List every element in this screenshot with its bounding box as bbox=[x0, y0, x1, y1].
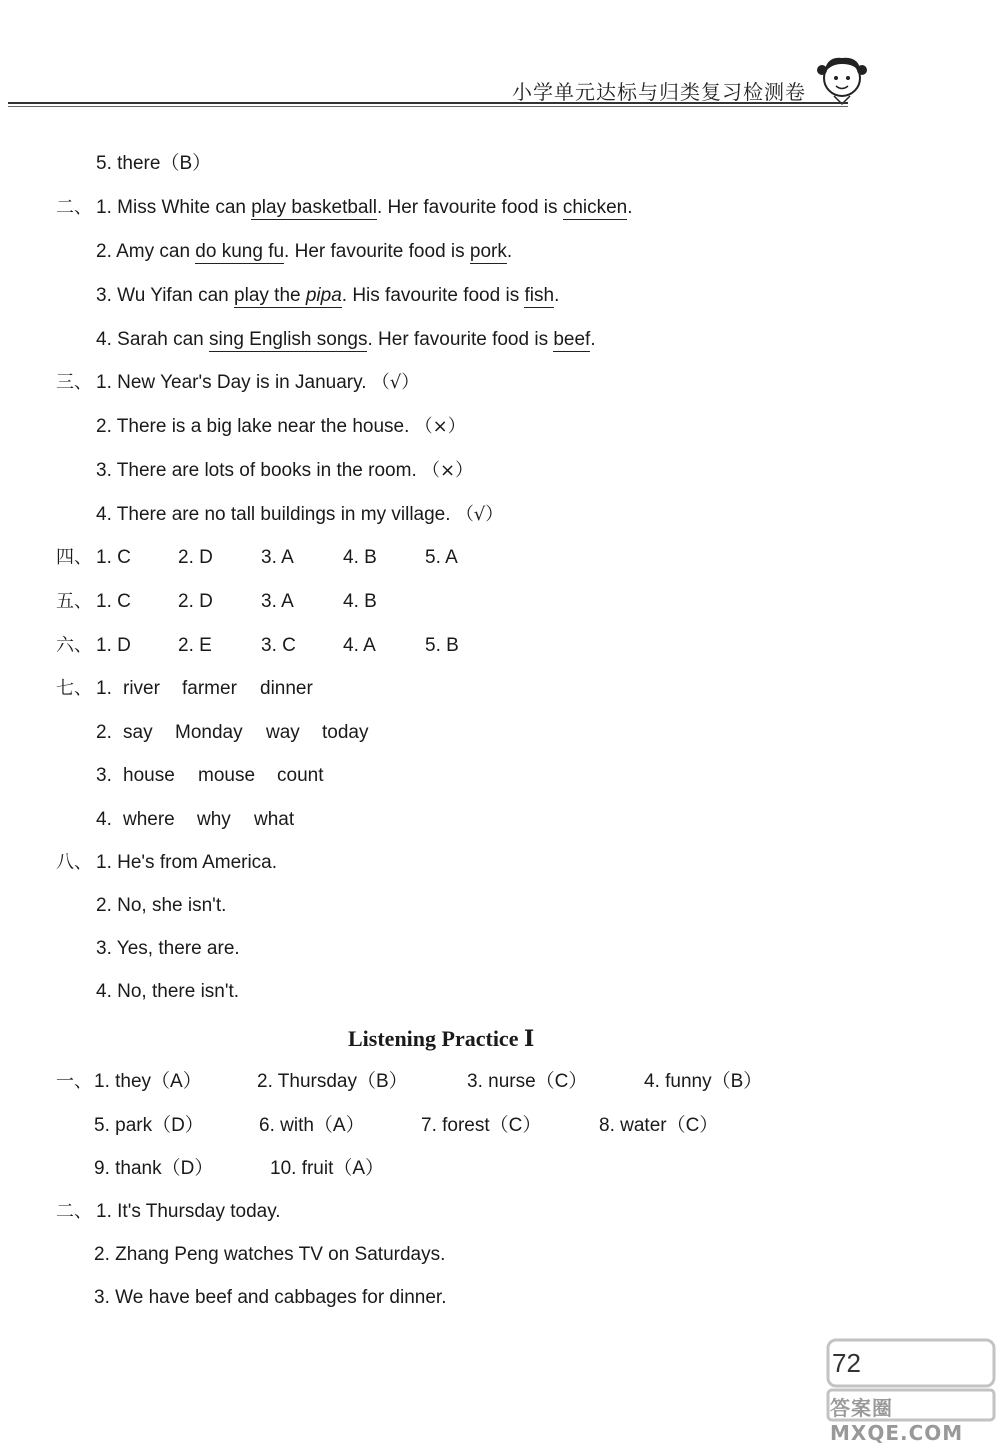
answer-row bbox=[56, 677, 96, 701]
answer-cell: 7. forest（C） bbox=[421, 1115, 542, 1136]
answer-blank: do kung fu bbox=[195, 241, 285, 262]
list-item: 4. Sarah can sing English songs. Her favourite food is beef. bbox=[96, 329, 596, 350]
list-item: 3. There are lots of books in the room. （×） bbox=[96, 460, 474, 481]
list-item: 4. No, there isn't. bbox=[96, 981, 240, 1002]
answer-cell: 9. thank（D） bbox=[94, 1158, 214, 1179]
section-label: 七、 bbox=[56, 678, 92, 699]
header-rule bbox=[8, 102, 848, 104]
answer-cell: 3. A bbox=[261, 547, 294, 568]
section-label: 一、 bbox=[56, 1071, 92, 1092]
answer-cell: 1. C bbox=[96, 547, 131, 568]
answer-cell: 1. D bbox=[96, 635, 131, 656]
section-label: 三、 bbox=[56, 372, 92, 393]
word: river bbox=[123, 678, 160, 699]
answer-cell: 4. A bbox=[343, 635, 376, 656]
answer-row bbox=[56, 634, 96, 658]
answer-cell: 5. B bbox=[425, 635, 459, 656]
answer-cell: 2. D bbox=[178, 547, 213, 568]
answer-blank: play basketball bbox=[251, 197, 377, 218]
section-label: 二、 bbox=[56, 197, 92, 218]
list-item: 2. There is a big lake near the house. （×） bbox=[96, 416, 466, 437]
word: today bbox=[322, 722, 369, 743]
answer-cell: 2. Thursday（B） bbox=[257, 1071, 408, 1092]
list-item: 八、 1. He's from America. bbox=[56, 852, 278, 873]
answer-row bbox=[56, 1070, 96, 1094]
answer-cell: 5. A bbox=[425, 547, 458, 568]
answer-row bbox=[56, 590, 96, 614]
answer-cell: 10. fruit（A） bbox=[270, 1158, 385, 1179]
answer-cell: 1. C bbox=[96, 591, 131, 612]
list-item: 二、 1. It's Thursday today. bbox=[56, 1201, 281, 1222]
word: house bbox=[123, 765, 175, 786]
section-label: 八、 bbox=[56, 852, 92, 873]
answer-cell: 2. E bbox=[178, 635, 212, 656]
section-label: 二、 bbox=[56, 1201, 92, 1222]
section-label: 五、 bbox=[56, 591, 92, 612]
section-title: Listening Practice Ⅰ bbox=[348, 1026, 535, 1051]
word: mouse bbox=[198, 765, 256, 786]
section-label: 四、 bbox=[56, 547, 92, 568]
answer-cell: 1. they（A） bbox=[94, 1071, 202, 1092]
answer-cell: 4. funny（B） bbox=[644, 1071, 763, 1092]
header-rule-thin bbox=[8, 106, 848, 107]
watermark-text: 答案圈 MXQE.COM bbox=[830, 1396, 964, 1445]
list-item: 2. No, she isn't. bbox=[96, 895, 227, 916]
answer-cell: 4. B bbox=[343, 591, 377, 612]
answer-mark: （×） bbox=[422, 460, 474, 481]
list-item: 2. Amy can do kung fu. Her favourite food is pork. bbox=[96, 241, 513, 262]
word: farmer bbox=[182, 678, 237, 699]
answer-cell: 5. park（D） bbox=[94, 1115, 204, 1136]
answer-blank: sing English songs bbox=[209, 329, 368, 350]
answer-row bbox=[56, 546, 96, 570]
word: Monday bbox=[175, 722, 243, 743]
list-item: 5. there（B） bbox=[96, 153, 212, 174]
answer-cell: 3. C bbox=[261, 635, 296, 656]
answer-mark: （×） bbox=[414, 416, 466, 437]
page-number: 72 bbox=[832, 1348, 861, 1378]
answer-blank: chicken bbox=[562, 197, 628, 218]
word: count bbox=[277, 765, 324, 786]
section-label: 六、 bbox=[56, 635, 92, 656]
answer-cell: 4. B bbox=[343, 547, 377, 568]
word: way bbox=[266, 722, 300, 743]
answer-mark: （√） bbox=[371, 372, 420, 393]
answer-blank: fish bbox=[524, 285, 555, 306]
word: dinner bbox=[260, 678, 313, 699]
answer-cell: 3. nurse（C） bbox=[467, 1071, 588, 1092]
answer-cell: 8. water（C） bbox=[599, 1115, 719, 1136]
header-title: 小学单元达标与归类复习检测卷 bbox=[512, 80, 806, 104]
answer-blank: beef bbox=[553, 329, 591, 350]
answer-blank: pork bbox=[469, 241, 507, 262]
word: why bbox=[197, 809, 231, 830]
answer-cell: 3. A bbox=[261, 591, 294, 612]
word: say bbox=[123, 722, 153, 743]
answer-mark: （√） bbox=[455, 504, 504, 525]
word: what bbox=[254, 809, 295, 830]
list-item: 4. There are no tall buildings in my village. （√） bbox=[96, 504, 504, 525]
answer-blank: play the pipa bbox=[234, 285, 342, 306]
answer-cell: 2. D bbox=[178, 591, 213, 612]
list-item: 2. Zhang Peng watches TV on Saturdays. bbox=[94, 1244, 446, 1265]
list-item: 三、 1. New Year's Day is in January. （√） bbox=[56, 372, 420, 393]
list-item: 3. Wu Yifan can play the pipa. His favourite food is fish. bbox=[96, 285, 560, 306]
answer-cell: 6. with（A） bbox=[259, 1115, 365, 1136]
list-item: 3. We have beef and cabbages for dinner. bbox=[94, 1287, 447, 1308]
list-item: 3. Yes, there are. bbox=[96, 938, 240, 959]
word: where bbox=[123, 809, 175, 830]
list-item: 二、 1. Miss White can play basketball. Her favourite food is chicken. bbox=[56, 197, 633, 218]
